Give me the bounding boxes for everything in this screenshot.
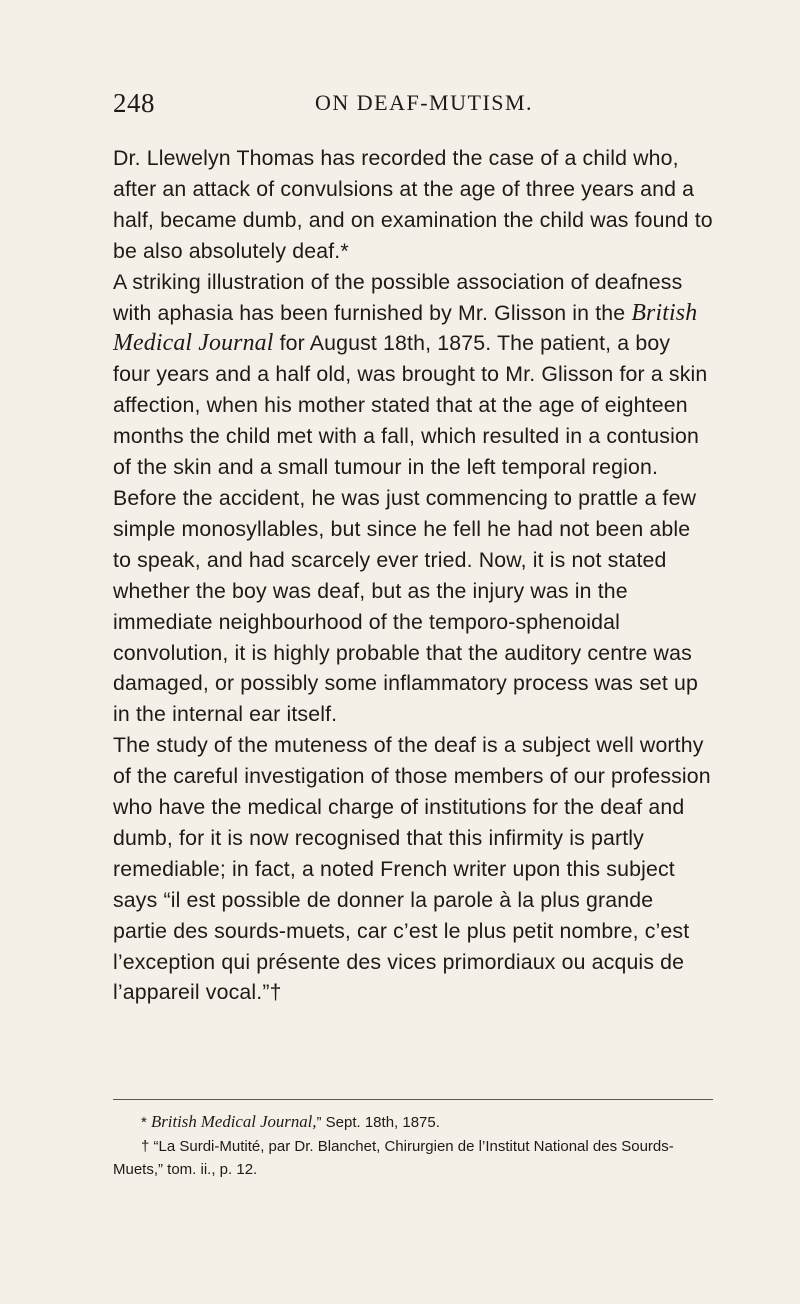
paragraph-2-rest: for August 18th, 1875. The patient, a boy four years and a half old, was brought to Mr. Glisson for a skin affection, when his mother stated that at the age of eighteen months the child met with a fall, which resulted in a contusion of the skin and a small tumour in the left temporal region. Before the accident, he was just commencing to prattle a few simple monosyllables, but since he fell he had not been able to speak, and had scarcely ever tried. Now, it is not stated whether the boy was deaf, but as the injury was in the immediate neighbourhood of the temporo-sphenoidal convolution, it is highly probable that the auditory centre was damaged, or possibly some inflammatory process was set up in the internal ear itself.: [113, 331, 708, 727]
page-header: [113, 88, 713, 128]
footnote-1-mark: *: [141, 1114, 152, 1131]
paragraph-1: Dr. Llewelyn Thomas has recorded the case of a child who, after an attack of convulsions at the age of three years and a half, became dumb, and on examination the child was found to be also absolutely deaf.*: [113, 146, 713, 263]
running-head: ON DEAF-MUTISM.: [315, 90, 534, 115]
footnote-1-journal: British Medical Journal,: [151, 1112, 317, 1131]
journal-title: British Medical Journal: [113, 299, 698, 357]
paragraph-2-intro: A striking illustration of the possible association of deafness with aphasia has been furnished by Mr. Glisson in the: [113, 269, 683, 325]
body-text: [113, 143, 713, 1008]
footnote-divider: [113, 1099, 713, 1100]
paragraph-2: [113, 267, 713, 731]
footnote-2: † “La Surdi-Mutité, par Dr. Blanchet, Chirurgien de l’Institut National des Sourds-Muets,” tom. ii., p. 12.: [113, 1137, 674, 1178]
footnotes: [113, 1110, 713, 1182]
paragraph-3: The study of the muteness of the deaf is a subject well worthy of the careful investigation of those members of our profession who have the medical charge of institutions for the deaf and dumb, for it is now recognised that this infirmity is partly remediable; in fact, a noted French writer upon this subject says “il est possible de donner la parole à la plus grande partie des sourds-muets, car c’est le plus petit nombre, c’est l’exception qui présente des vices primordiaux ou acquis de l’appareil vocal.”†: [113, 733, 711, 1005]
page-number: 248: [113, 88, 155, 118]
footnote-1: [113, 1110, 713, 1135]
footnote-1-rest: ” Sept. 18th, 1875.: [316, 1114, 440, 1131]
